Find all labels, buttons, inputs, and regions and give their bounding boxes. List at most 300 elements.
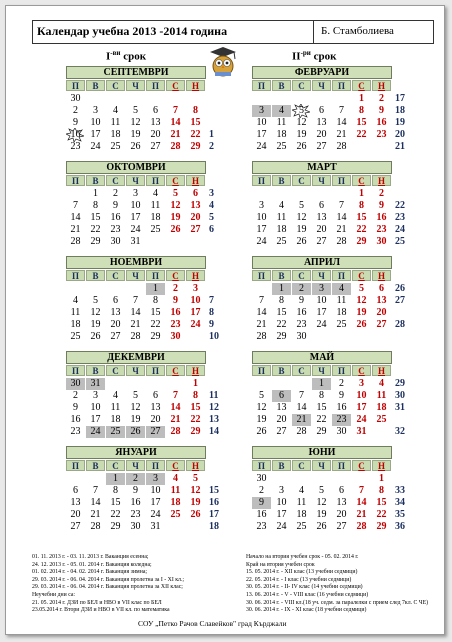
month-block [66,256,219,342]
day-cell: 30 [110,236,121,247]
school-week-number: 8 [209,307,214,318]
school-week-number: 18 [395,105,405,116]
day-cell: 5 [299,105,304,116]
day-cell: 24 [190,319,201,330]
note-line: 23.05.2014 г. Втори ДЗИ и НВО в VII кл. по математика [32,607,170,614]
school-week-number: 28 [395,319,405,330]
day-cell: 16 [376,117,387,128]
day-cell: 21 [170,414,181,425]
day-cell: 5 [193,473,198,484]
day-cell: 6 [379,283,384,294]
day-cell: 22 [110,509,121,520]
day-cell: 7 [173,105,178,116]
note-line: 24. 12. 2013 г. - 05. 01. 2014 г. Ваканция коледна; [32,561,152,568]
day-cell: 21 [170,129,181,140]
school-week-number: 16 [209,497,219,508]
weekday-header: С [352,270,371,281]
day-cell: 13 [70,497,81,508]
day-cell: 3 [279,485,284,496]
day-cell: 20 [276,414,287,425]
day-cell: 4 [299,485,304,496]
day-cell: 20 [316,224,327,235]
day-cell: 18 [276,129,287,140]
first-term-num: I [106,50,111,63]
day-cell: 25 [276,236,287,247]
month-block [66,161,214,247]
day-cell: 17 [90,414,101,425]
weekday-header: Н [186,365,205,376]
day-cell: 20 [336,509,347,520]
note-line: 01. 11. 2013 г. - 03. 11. 2013 г. Ваканция есенна; [32,554,149,560]
month-block [252,256,405,342]
day-cell: 17 [256,224,267,235]
day-cell: 2 [339,378,344,389]
day-cell: 19 [130,129,141,140]
month-name: ОКТОМВРИ [66,161,206,174]
day-cell: 21 [336,224,347,235]
day-cell: 3 [193,283,198,294]
day-cell: 31 [130,236,141,247]
day-cell: 19 [190,497,201,508]
day-cell: 20 [150,129,161,140]
weekday-header: Ч [126,460,145,471]
calendar-author: Б. Стамболиева [321,25,394,37]
day-cell: 19 [170,212,181,223]
weekday-header: Н [372,175,391,186]
day-cell: 25 [276,141,287,152]
weekday-header: П [252,270,271,281]
day-cell: 24 [356,414,367,425]
day-cell: 7 [259,295,264,306]
day-cell: 13 [190,200,201,211]
day-cell: 22 [356,224,367,235]
weekday-header: П [66,175,85,186]
day-cell: 17 [256,129,267,140]
day-cell: 3 [252,105,271,117]
calendar-page [5,5,445,635]
day-cell: 1 [146,283,165,295]
school-week-number: 24 [395,224,405,235]
day-cell: 17 [150,497,161,508]
day-cell: 5 [93,295,98,306]
day-cell: 29 [110,521,121,532]
day-cell: 26 [190,509,201,520]
day-cell: 16 [70,414,81,425]
day-cell: 21 [90,509,101,520]
weekday-header: Н [372,460,391,471]
month-name: МАРТ [252,161,392,174]
weekday-header: П [332,270,351,281]
day-cell: 8 [359,200,364,211]
day-cell: 10 [356,390,367,401]
day-cell: 12 [90,307,101,318]
school-week-number: 19 [395,117,405,128]
weekday-header: С [166,460,185,471]
weekday-header: Ч [312,80,331,91]
day-cell: 8 [93,200,98,211]
day-cell: 15 [190,402,201,413]
weekday-header: С [292,365,311,376]
weekday-header: П [332,365,351,376]
school-week-number: 30 [395,390,405,401]
day-cell: 2 [73,105,78,116]
day-cell: 4 [379,378,384,389]
day-cell: 16 [296,307,307,318]
weekday-header: Ч [126,365,145,376]
day-cell: 7 [173,390,178,401]
day-cell: 7 [299,390,304,401]
weekday-header: В [86,270,105,281]
day-cell: 13 [150,402,161,413]
month-name: СЕПТЕМВРИ [66,66,206,79]
weekday-header: П [66,80,85,91]
weekday-header: С [166,80,185,91]
day-cell: 30 [296,331,307,342]
day-cell: 4 [272,105,291,117]
day-cell: 28 [296,426,307,437]
day-cell: 28 [170,426,181,437]
day-cell: 7 [73,200,78,211]
day-cell: 4 [73,295,78,306]
day-cell: 23 [170,319,181,330]
day-cell: 13 [376,295,387,306]
weekday-header: П [252,175,271,186]
day-cell: 26 [316,521,327,532]
day-cell: 24 [276,521,287,532]
day-cell: 25 [336,319,347,330]
day-cell: 6 [272,390,291,402]
day-cell: 26 [170,224,181,235]
day-cell: 3 [312,283,331,295]
day-cell: 2 [173,283,178,294]
weekday-header: Н [186,80,205,91]
month-block [252,351,405,437]
notes-left [32,554,184,615]
day-cell: 14 [336,212,347,223]
calendar-title: Календар учебна 2013 -2014 година [37,24,228,38]
note-line: Неучебни дни са: [32,591,76,598]
school-week-number: 1 [209,129,214,140]
day-cell: 17 [190,307,201,318]
day-cell: 4 [113,105,118,116]
weekday-header: П [332,460,351,471]
day-cell: 25 [106,426,125,438]
day-cell: 14 [336,117,347,128]
day-cell: 16 [376,212,387,223]
day-cell: 10 [256,212,267,223]
day-cell: 25 [296,521,307,532]
day-cell: 10 [276,497,287,508]
school-week-number: 17 [395,93,405,104]
day-cell: 27 [110,331,121,342]
day-cell: 1 [359,93,364,104]
school-week-number: 22 [395,200,405,211]
day-cell: 22 [376,509,387,520]
weekday-header: С [106,80,125,91]
day-cell: 5 [133,105,138,116]
weekday-header: П [146,80,165,91]
day-cell: 29 [356,236,367,247]
day-cell: 14 [90,497,101,508]
burst-star-icon [66,128,84,142]
day-cell: 26 [296,236,307,247]
weekday-header: С [292,270,311,281]
day-cell: 10 [316,295,327,306]
day-cell: 22 [90,224,101,235]
school-week-number: 3 [209,188,214,199]
day-cell: 30 [336,426,347,437]
day-cell: 28 [336,236,347,247]
weekday-header: С [106,270,125,281]
day-cell: 22 [356,129,367,140]
day-cell: 1 [379,473,384,484]
day-cell: 9 [133,485,138,496]
day-cell: 25 [110,141,121,152]
month-name: ДЕКЕМВРИ [66,351,206,364]
day-cell: 16 [170,307,181,318]
note-line: 29. 03. 2014 г. - 06. 04. 2014 г. Ваканция пролетна за I - XI кл.; [32,576,185,583]
day-cell: 23 [256,521,267,532]
day-cell: 5 [299,200,304,211]
day-cell: 21 [356,509,367,520]
day-cell: 29 [190,141,201,152]
school-week-number: 9 [209,319,214,330]
day-cell: 26 [256,426,267,437]
day-cell: 14 [70,212,81,223]
day-cell: 18 [170,497,181,508]
day-cell: 1 [93,188,98,199]
day-cell: 6 [73,485,78,496]
day-cell: 22 [276,319,287,330]
day-cell: 29 [190,426,201,437]
day-cell: 17 [276,509,287,520]
day-cell: 30 [66,378,85,390]
day-cell: 10 [256,117,267,128]
day-cell: 10 [190,295,201,306]
month-name: ФЕВРУАРИ [252,66,392,79]
school-week-number: 4 [209,200,214,211]
weekday-header: В [272,175,291,186]
school-week-number: 7 [209,295,214,306]
weekday-header: С [106,365,125,376]
day-cell: 9 [113,200,118,211]
weekday-header: Ч [312,365,331,376]
weekday-header: Ч [312,460,331,471]
day-cell: 30 [170,331,181,342]
day-cell: 4 [279,200,284,211]
day-cell: 15 [356,212,367,223]
weekday-header: С [352,460,371,471]
day-cell: 10 [150,485,161,496]
day-cell: 24 [150,509,161,520]
month-block [66,66,214,152]
day-cell: 11 [376,390,387,401]
day-cell: 17 [130,212,141,223]
first-term-label [106,49,146,63]
day-cell: 14 [130,307,141,318]
day-cell: 22 [190,129,201,140]
weekday-header: Ч [126,80,145,91]
day-cell: 12 [356,295,367,306]
day-cell: 3 [93,390,98,401]
day-cell: 29 [376,521,387,532]
school-week-number: 31 [395,402,405,413]
weekday-header: С [166,270,185,281]
day-cell: 3 [133,188,138,199]
note-line: 29. 03. 2014 г. - 06. 04. 2014 г. Ваканция пролетна за XII клас; [32,584,183,591]
weekday-header: В [272,80,291,91]
day-cell: 20 [150,414,161,425]
weekday-header: Н [372,365,391,376]
day-cell: 24 [256,141,267,152]
day-cell: 11 [150,200,161,211]
month-block [252,446,405,532]
school-week-number: 33 [395,485,405,496]
day-cell: 1 [106,473,125,485]
day-cell: 24 [256,236,267,247]
day-cell: 15 [276,307,287,318]
note-line: Начало на втория учебен срок - 05. 02. 2014 г. [246,554,359,560]
day-cell: 25 [376,414,387,425]
weekday-header: С [292,175,311,186]
day-cell: 23 [70,141,81,152]
day-cell: 20 [316,129,327,140]
day-cell: 13 [150,117,161,128]
day-cell: 29 [150,331,161,342]
weekday-header: П [66,270,85,281]
day-cell: 23 [110,224,121,235]
weekday-header: С [166,175,185,186]
day-cell: 19 [356,307,367,318]
day-cell: 11 [70,307,81,318]
day-cell: 7 [339,105,344,116]
weekday-header: П [146,270,165,281]
second-term-sup: -ри [300,49,311,57]
day-cell: 23 [130,509,141,520]
day-cell: 8 [319,390,324,401]
day-cell: 12 [130,402,141,413]
school-week-number: 26 [395,283,405,294]
day-cell: 14 [256,307,267,318]
note-line: 22. 05. 2014 г. - I клас (13 учебни седмици) [246,576,352,583]
day-cell: 10 [130,200,141,211]
school-week-number: 10 [209,331,219,342]
day-cell: 18 [110,414,121,425]
weekday-header: П [252,365,271,376]
weekday-header: Н [186,270,205,281]
school-week-number: 6 [209,224,214,235]
school-week-number: 5 [209,212,214,223]
school-footer: СОУ „Петко Рачов Славейков" град Кърджали [138,619,287,628]
weekday-header: Н [372,270,391,281]
owl-with-graduation-cap-icon [206,44,240,78]
day-cell: 29 [276,331,287,342]
weekday-header: П [66,365,85,376]
day-cell: 18 [110,129,121,140]
day-cell: 5 [359,283,364,294]
day-cell: 24 [316,319,327,330]
day-cell: 13 [316,212,327,223]
day-cell: 21 [70,224,81,235]
day-cell: 16 [130,497,141,508]
day-cell: 1 [359,188,364,199]
day-cell: 16 [70,129,81,140]
day-cell: 18 [276,224,287,235]
day-cell: 18 [296,509,307,520]
day-cell: 11 [276,117,287,128]
day-cell: 18 [70,319,81,330]
day-cell: 8 [193,390,198,401]
day-cell: 23 [296,319,307,330]
day-cell: 7 [339,200,344,211]
month-name: МАЙ [252,351,392,364]
day-cell: 8 [279,295,284,306]
day-cell: 17 [316,307,327,318]
day-cell: 3 [93,105,98,116]
weekday-header: С [166,365,185,376]
weekday-header: Ч [312,175,331,186]
day-cell: 31 [150,521,161,532]
day-cell: 27 [376,319,387,330]
calendar-header [32,20,434,44]
day-cell: 8 [153,295,158,306]
weekday-header: Н [186,460,205,471]
day-cell: 26 [130,141,141,152]
day-cell: 30 [130,521,141,532]
month-name: НОЕМВРИ [66,256,206,269]
school-week-number: 14 [209,426,219,437]
weekday-header: П [332,175,351,186]
weekday-header: В [86,175,105,186]
day-cell: 22 [150,319,161,330]
day-cell: 21 [130,319,141,330]
day-cell: 31 [86,378,105,390]
day-cell: 25 [170,509,181,520]
day-cell: 5 [259,390,264,401]
day-cell: 11 [170,485,181,496]
day-cell: 6 [153,105,158,116]
day-cell: 27 [190,224,201,235]
second-term-word: срок [310,50,337,63]
day-cell: 20 [190,212,201,223]
burst-star-icon [292,104,310,118]
day-cell: 8 [359,105,364,116]
day-cell: 8 [193,105,198,116]
day-cell: 1 [193,378,198,389]
school-week-number: 27 [395,295,405,306]
day-cell: 26 [296,141,307,152]
weekday-header: С [292,80,311,91]
day-cell: 5 [319,485,324,496]
day-cell: 21 [292,414,311,426]
day-cell: 9 [339,390,344,401]
day-cell: 12 [170,200,181,211]
day-cell: 30 [256,473,267,484]
day-cell: 16 [110,212,121,223]
day-cell: 30 [70,93,81,104]
day-cell: 30 [376,236,387,247]
school-week-number: 32 [395,426,405,437]
day-cell: 29 [90,236,101,247]
day-cell: 5 [133,390,138,401]
school-week-number: 35 [395,509,405,520]
day-cell: 21 [336,129,347,140]
day-cell: 28 [70,236,81,247]
day-cell: 10 [90,402,101,413]
header-divider [313,21,314,43]
note-line: 30. 06. 2014 г. - VIII кл.(18 уч. седм. за паралелки с прием след 7кл. С ЧЕ) [246,599,429,606]
school-week-number: 34 [395,497,405,508]
